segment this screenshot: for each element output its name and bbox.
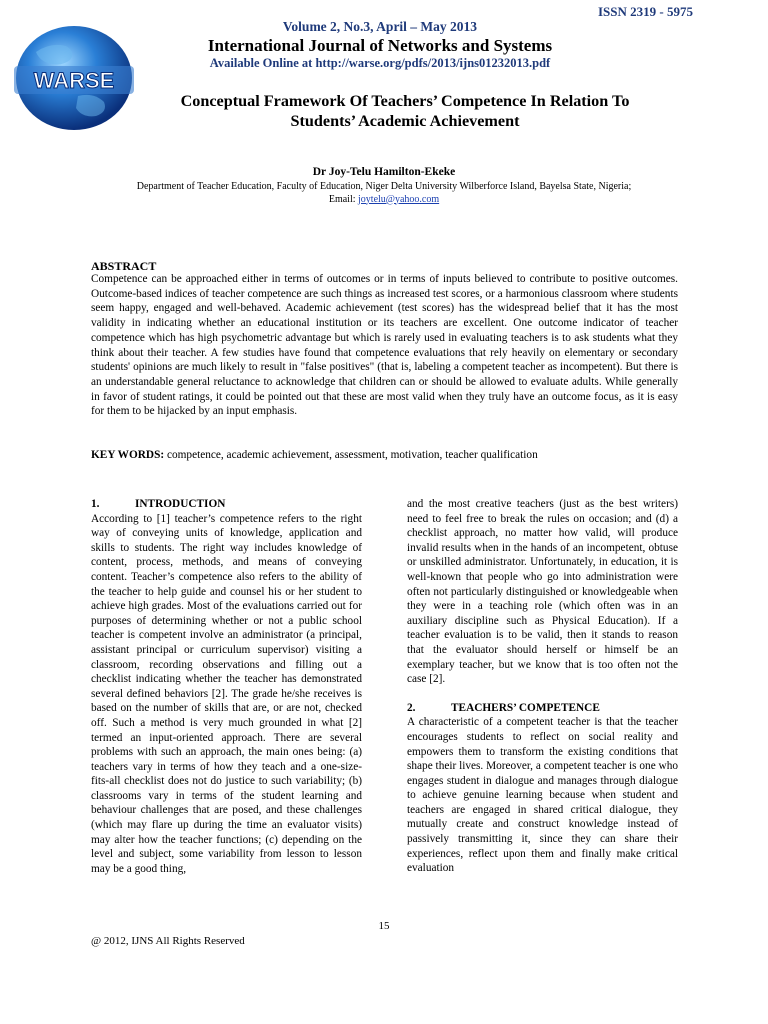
section-1-title: INTRODUCTION (135, 498, 226, 510)
section-2-title: TEACHERS’ COMPETENCE (451, 701, 600, 714)
page-number: 15 (378, 920, 390, 932)
author-name: Dr Joy-Telu Hamilton-Ekeke (312, 166, 456, 178)
title-line-2: Students’ Academic Achievement (290, 112, 520, 130)
section-1-heading (91, 497, 362, 512)
column-left (91, 497, 362, 876)
email-link[interactable]: joytelu@yahoo.com (358, 193, 440, 205)
volume-info: Volume 2, No.3, April – May 2013 (282, 19, 478, 34)
warse-logo (8, 22, 140, 134)
email-label: Email: (328, 193, 359, 205)
keywords (91, 449, 691, 461)
section-2-heading (407, 701, 678, 716)
section-2-number: 2. (407, 701, 416, 714)
column-right (407, 497, 678, 876)
paper-title (150, 91, 660, 131)
section-1-number: 1. (91, 498, 100, 510)
title-line-1: Conceptual Framework Of Teachers’ Competence In Relation To (180, 92, 630, 110)
affiliation (60, 181, 708, 206)
abstract-text: Competence can be approached either in terms of outcomes or in terms of inputs believed to contribute to positive outcomes. Outcome-based indices of teacher competence are such things as increased test scores, or a harmonious classroom where students seem happy, engaged and well-behaved. Academic achievement (test scores) has the widespread belief that it has the most validity in indicating whether an educational institution or its teachers are excellent. One outcome indicator of teacher competence which has high psychometric advantage but which is rarely used in evaluating teachers is to ask students what they think about their teacher. A few studies have found that competence evaluations that rely heavily on elementary or secondary students' opinions are much likely to result in "false positives" (that is, labeling a competent teacher as incompetent). But there is an understandable general reluctance to acknowledge that children can or should be allowed to evaluate adults. While generally in favor of student ratings, it could be pointed out that these are most valid when they truly have an outcome focus, as it is easy for them to be hijacked by an input emphasis. (91, 273, 678, 418)
issn-number: ISSN 2319 - 5975 (598, 4, 693, 19)
section-1-text: According to [1] teacher’s competence refers to the right way of conveying units of knowledge, application and skills to students. The right way includes knowledge of content, process, methods, and means of conveying content. Teacher’s competence also refers to the ability of the teacher to help guide and counsel his or her student to achieve high grades. Most of the evaluations carried out for purposes of determining whether or not a public school teacher is competent involve an administrator (a principal, assistant principal or curriculum supervisor) visiting a classroom, recording observations and filling out a checklist indicating whether the teacher has demonstrated several defined behaviors [2]. The grade he/she receives is based on the number of skills that are, or are not, checked off. Such a method is very much grounded in what [2] termed an input-oriented approach. There are several problems with such an approach, the main ones being: (a) teachers vary in terms of how they teach and a one-size-fits-all checklist does not do justice to such variability; (b) classrooms vary in terms of the student learning and behaviour challenges that are posed, and these challenges (which may flare up during the time an evaluator visits) may alter how the teacher functions; (c) depending on the level and subject, some variability from lesson to lesson may be a good thing, (91, 512, 362, 875)
available-online-link[interactable]: Available Online at http://warse.org/pdfs/2013/ijns01232013.pdf (209, 56, 551, 70)
email-line (60, 194, 708, 207)
keywords-label: KEY WORDS: (91, 449, 165, 461)
abstract-heading: ABSTRACT (91, 259, 157, 273)
copyright-footer: @ 2012, IJNS All Rights Reserved (91, 935, 245, 947)
keywords-text: competence, academic achievement, assessment, motivation, teacher qualification (164, 449, 538, 461)
journal-name: International Journal of Networks and Systems (207, 36, 553, 55)
affiliation-text: Department of Teacher Education, Faculty of Education, Niger Delta University Wilberforce Island, Bayelsa State, Nigeria; (136, 181, 632, 192)
section-1-continued-text: and the most creative teachers (just as the best writers) need to feel free to break the rules on occasion; and (d) a checklist approach, no matter how valid, will produce invalid results when in the hands of an incompetent, obtuse or unskilled administrator. Unfortunately, in education, it is well-known that people who go into administration were often not particularly distinguished or knowledgeable when they were in a teaching role (which often was in an auxiliary discipline such as Physical Education). If a teacher evaluation is to be valid, then it stands to reason that the evaluator should herself or himself be an exemplary teacher, but we know that is too often not the case [2]. (407, 498, 678, 686)
logo-text: WARSE (33, 68, 115, 93)
section-2-text: A characteristic of a competent teacher is that the teacher encourages students to reflect on social reality and empowers them to transform the existing conditions that shape their lives. Moreover, a competent teacher is one who engages student in dialogue and manages through dialogue to achieve genuine learning because when student and teachers are engaged in shared critical dialogue, they mutually create and construct knowledge instead of passively transmitting it, since they can share their experiences, reflect upon them and finally make critical evaluation (407, 716, 678, 875)
